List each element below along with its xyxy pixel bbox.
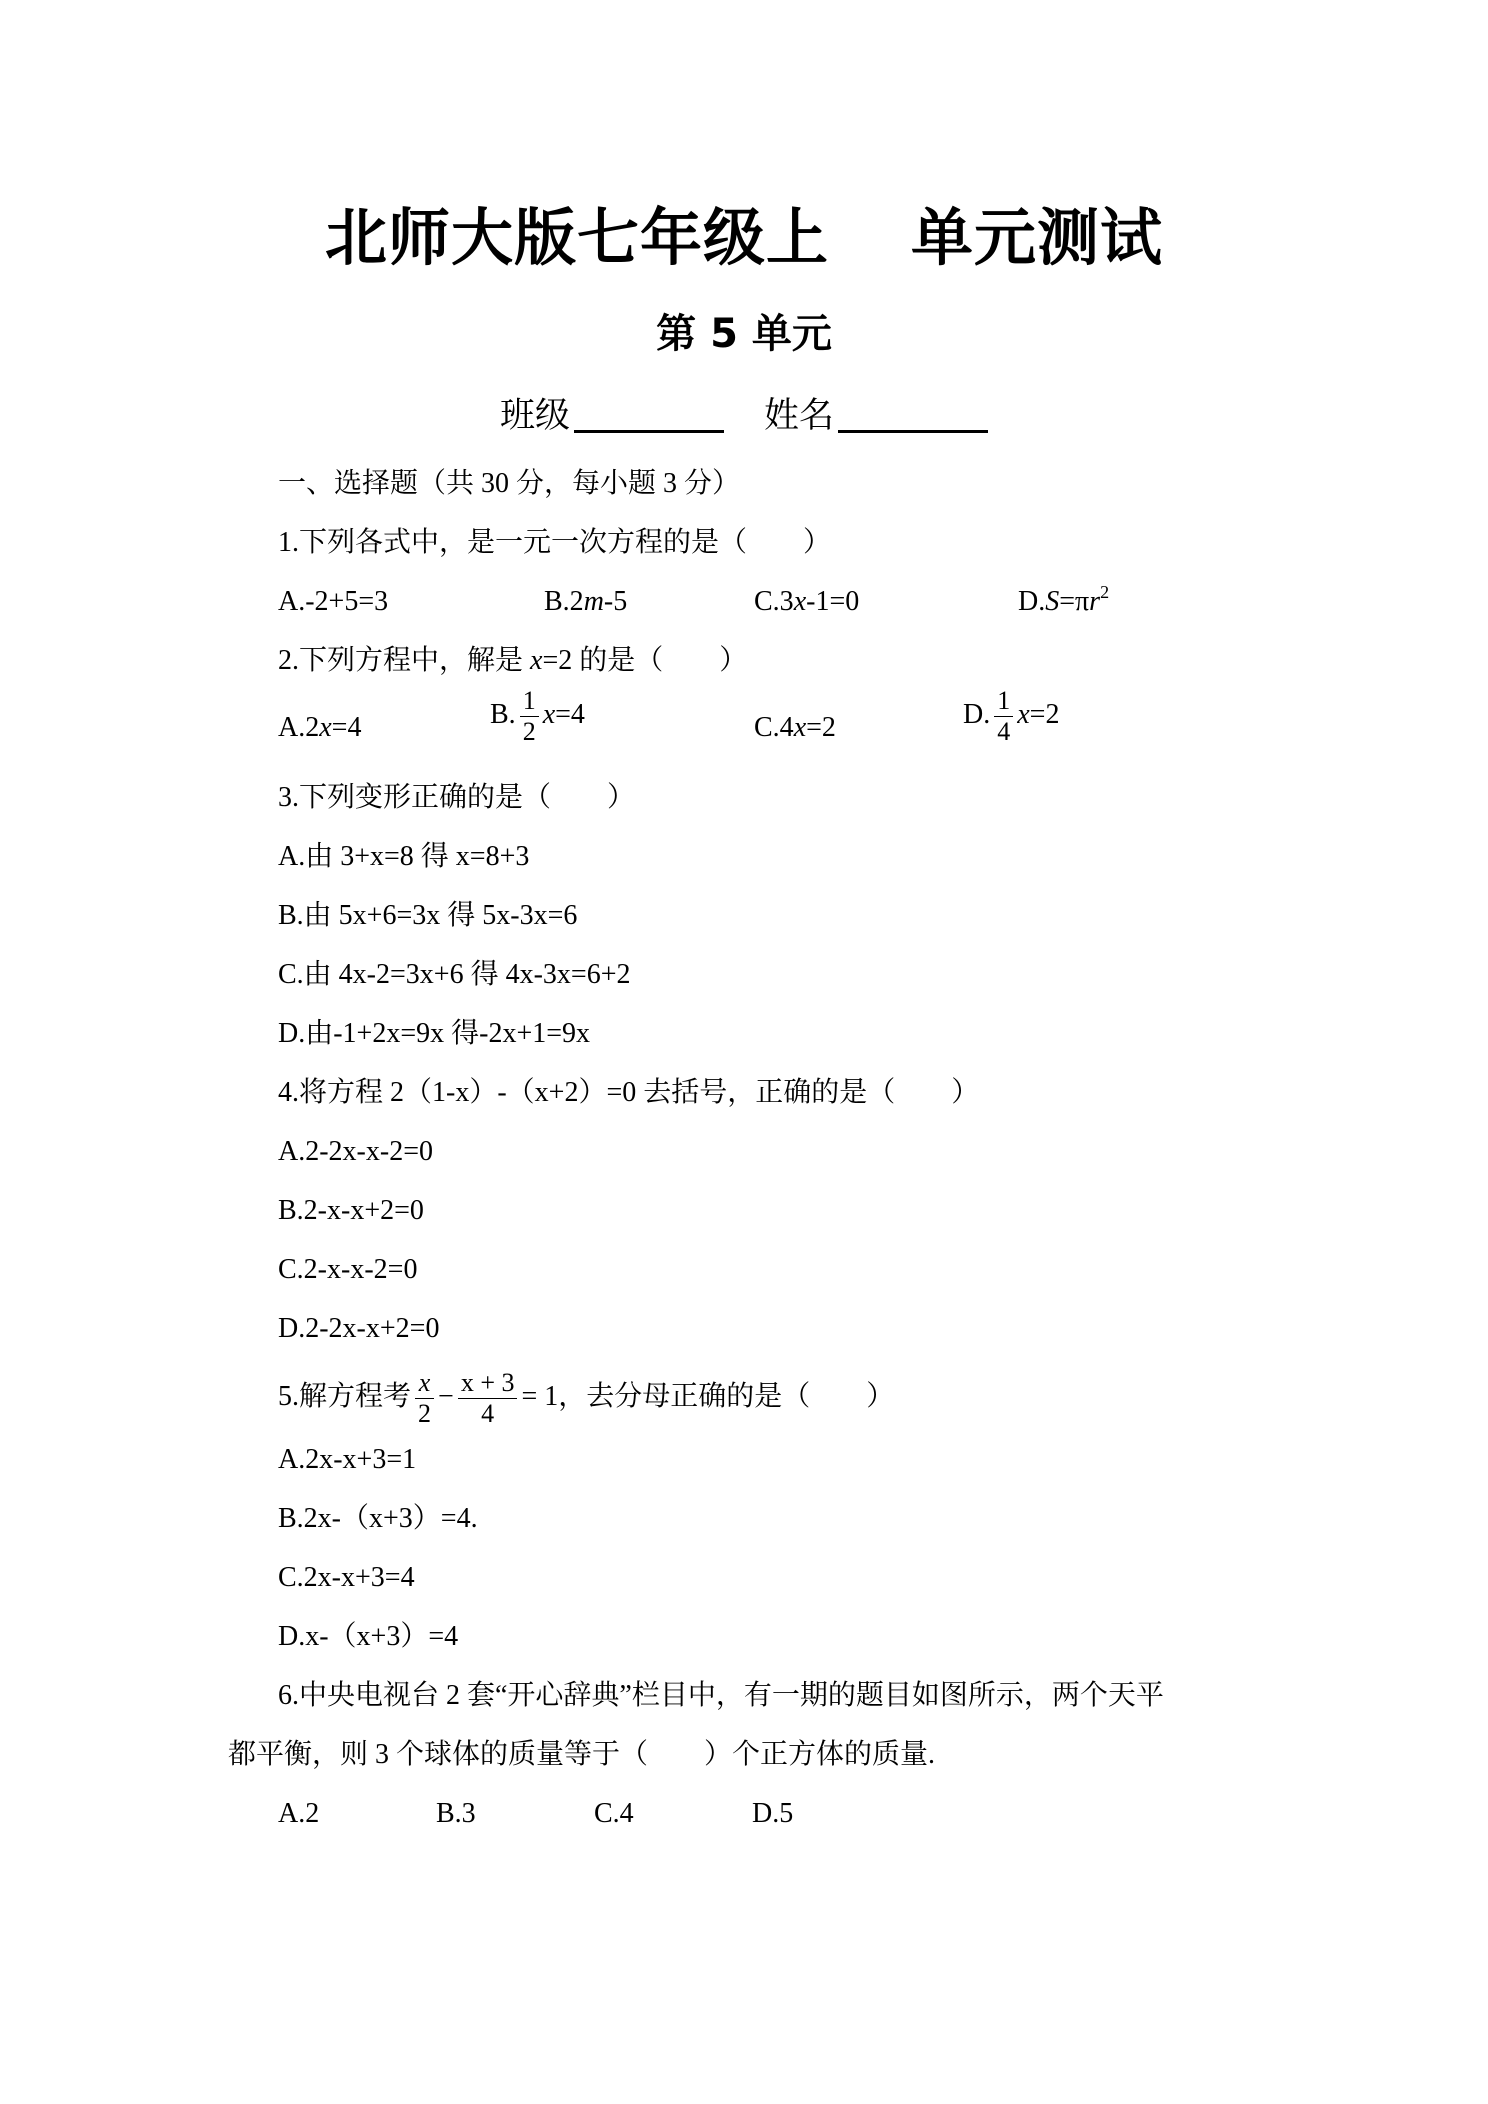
q6-option-d: D.5 — [752, 1798, 794, 1829]
q2-stem: 2.下列方程中，解是 x=2 的是（ ） — [278, 645, 748, 676]
q6-options — [278, 1794, 878, 1834]
unit-subtitle: 第 5 单元 — [656, 311, 832, 357]
q4-option-a: A.2-2x-x-2=0 — [278, 1136, 433, 1167]
name-blank — [838, 394, 988, 433]
q2-option-a: A.2x=4 — [278, 712, 362, 743]
q2-d-fraction: $\frac{1}{4}$ — [994, 686, 1013, 747]
q2-option-c: C.4x=2 — [754, 712, 836, 743]
q5-option-d: D.x-（x+3）=4 — [278, 1621, 459, 1652]
q5-option-b: B.2x-（x+3）=4. — [278, 1503, 478, 1534]
q1-options — [278, 582, 1178, 622]
q3-option-d: D.由-1+2x=9x 得-2x+1=9x — [278, 1018, 591, 1049]
q1-stem: 1.下列各式中，是一元一次方程的是（ ） — [278, 527, 832, 558]
q4-option-b: B.2-x-x+2=0 — [278, 1195, 424, 1226]
name-label: 姓名 — [764, 396, 835, 436]
q6-stem-line2: 都平衡，则 3 个球体的质量等于（ ）个正方体的质量. — [228, 1739, 936, 1770]
q6-option-b: B.3 — [436, 1798, 476, 1829]
title-left: 北师大版七年级上 — [324, 201, 829, 274]
q5-fraction-2: $\frac{x + 3}{4}$ — [458, 1368, 518, 1429]
class-label: 班级 — [499, 396, 570, 436]
q3-stem: 3.下列变形正确的是（ ） — [278, 782, 636, 813]
page-title — [0, 198, 1488, 278]
q6-option-c: C.4 — [594, 1798, 634, 1829]
q2-option-d: D. $\frac{1}{4}$ x=2 — [963, 686, 1060, 746]
q1-option-d: $D.S=\pi r^2$ — [1018, 582, 1110, 617]
q3-option-c: C.由 4x-2=3x+6 得 4x-3x=6+2 — [278, 959, 631, 990]
q4-option-d: D.2-2x-x+2=0 — [278, 1313, 440, 1344]
q6-stem-line1: 6.中央电视台 2 套“开心辞典”栏目中，有一期的题目如图所示，两个天平 — [278, 1680, 1164, 1711]
q6-option-a: A.2 — [278, 1798, 320, 1829]
q3-option-b: B.由 5x+6=3x 得 5x-3x=6 — [278, 900, 578, 931]
q2-options — [278, 686, 1178, 748]
q2-option-b: B. $\frac{1}{2}$ x=4 — [490, 686, 585, 746]
q1-option-b: B.2m-5 — [544, 586, 628, 617]
q5-option-a: A.2x-x+3=1 — [278, 1444, 417, 1475]
q5-option-c: C.2x-x+3=4 — [278, 1562, 415, 1593]
q5-fraction-1: $\frac{x}{2}$ — [415, 1368, 434, 1429]
q4-stem: 4.将方程 2（1-x）-（x+2）=0 去括号，正确的是（ ） — [278, 1077, 980, 1108]
student-info — [0, 390, 1488, 442]
q1-option-a: A.-2+5=3 — [278, 586, 389, 617]
q2-b-fraction: $\frac{1}{2}$ — [520, 686, 539, 747]
q1-option-c: C.3x-1=0 — [754, 586, 860, 617]
q3-option-a: A.由 3+x=8 得 x=8+3 — [278, 841, 530, 872]
q5-stem: 5.解方程考 $\frac{x}{2}$ − $\frac{x + 3}{4}$ = 1，去分母正确的是（ ） — [278, 1368, 895, 1428]
section-heading: 一、选择题（共 30 分，每小题 3 分） — [278, 468, 741, 499]
title-right: 单元测试 — [911, 201, 1164, 274]
q4-option-c: C.2-x-x-2=0 — [278, 1254, 418, 1285]
class-blank — [574, 394, 724, 433]
